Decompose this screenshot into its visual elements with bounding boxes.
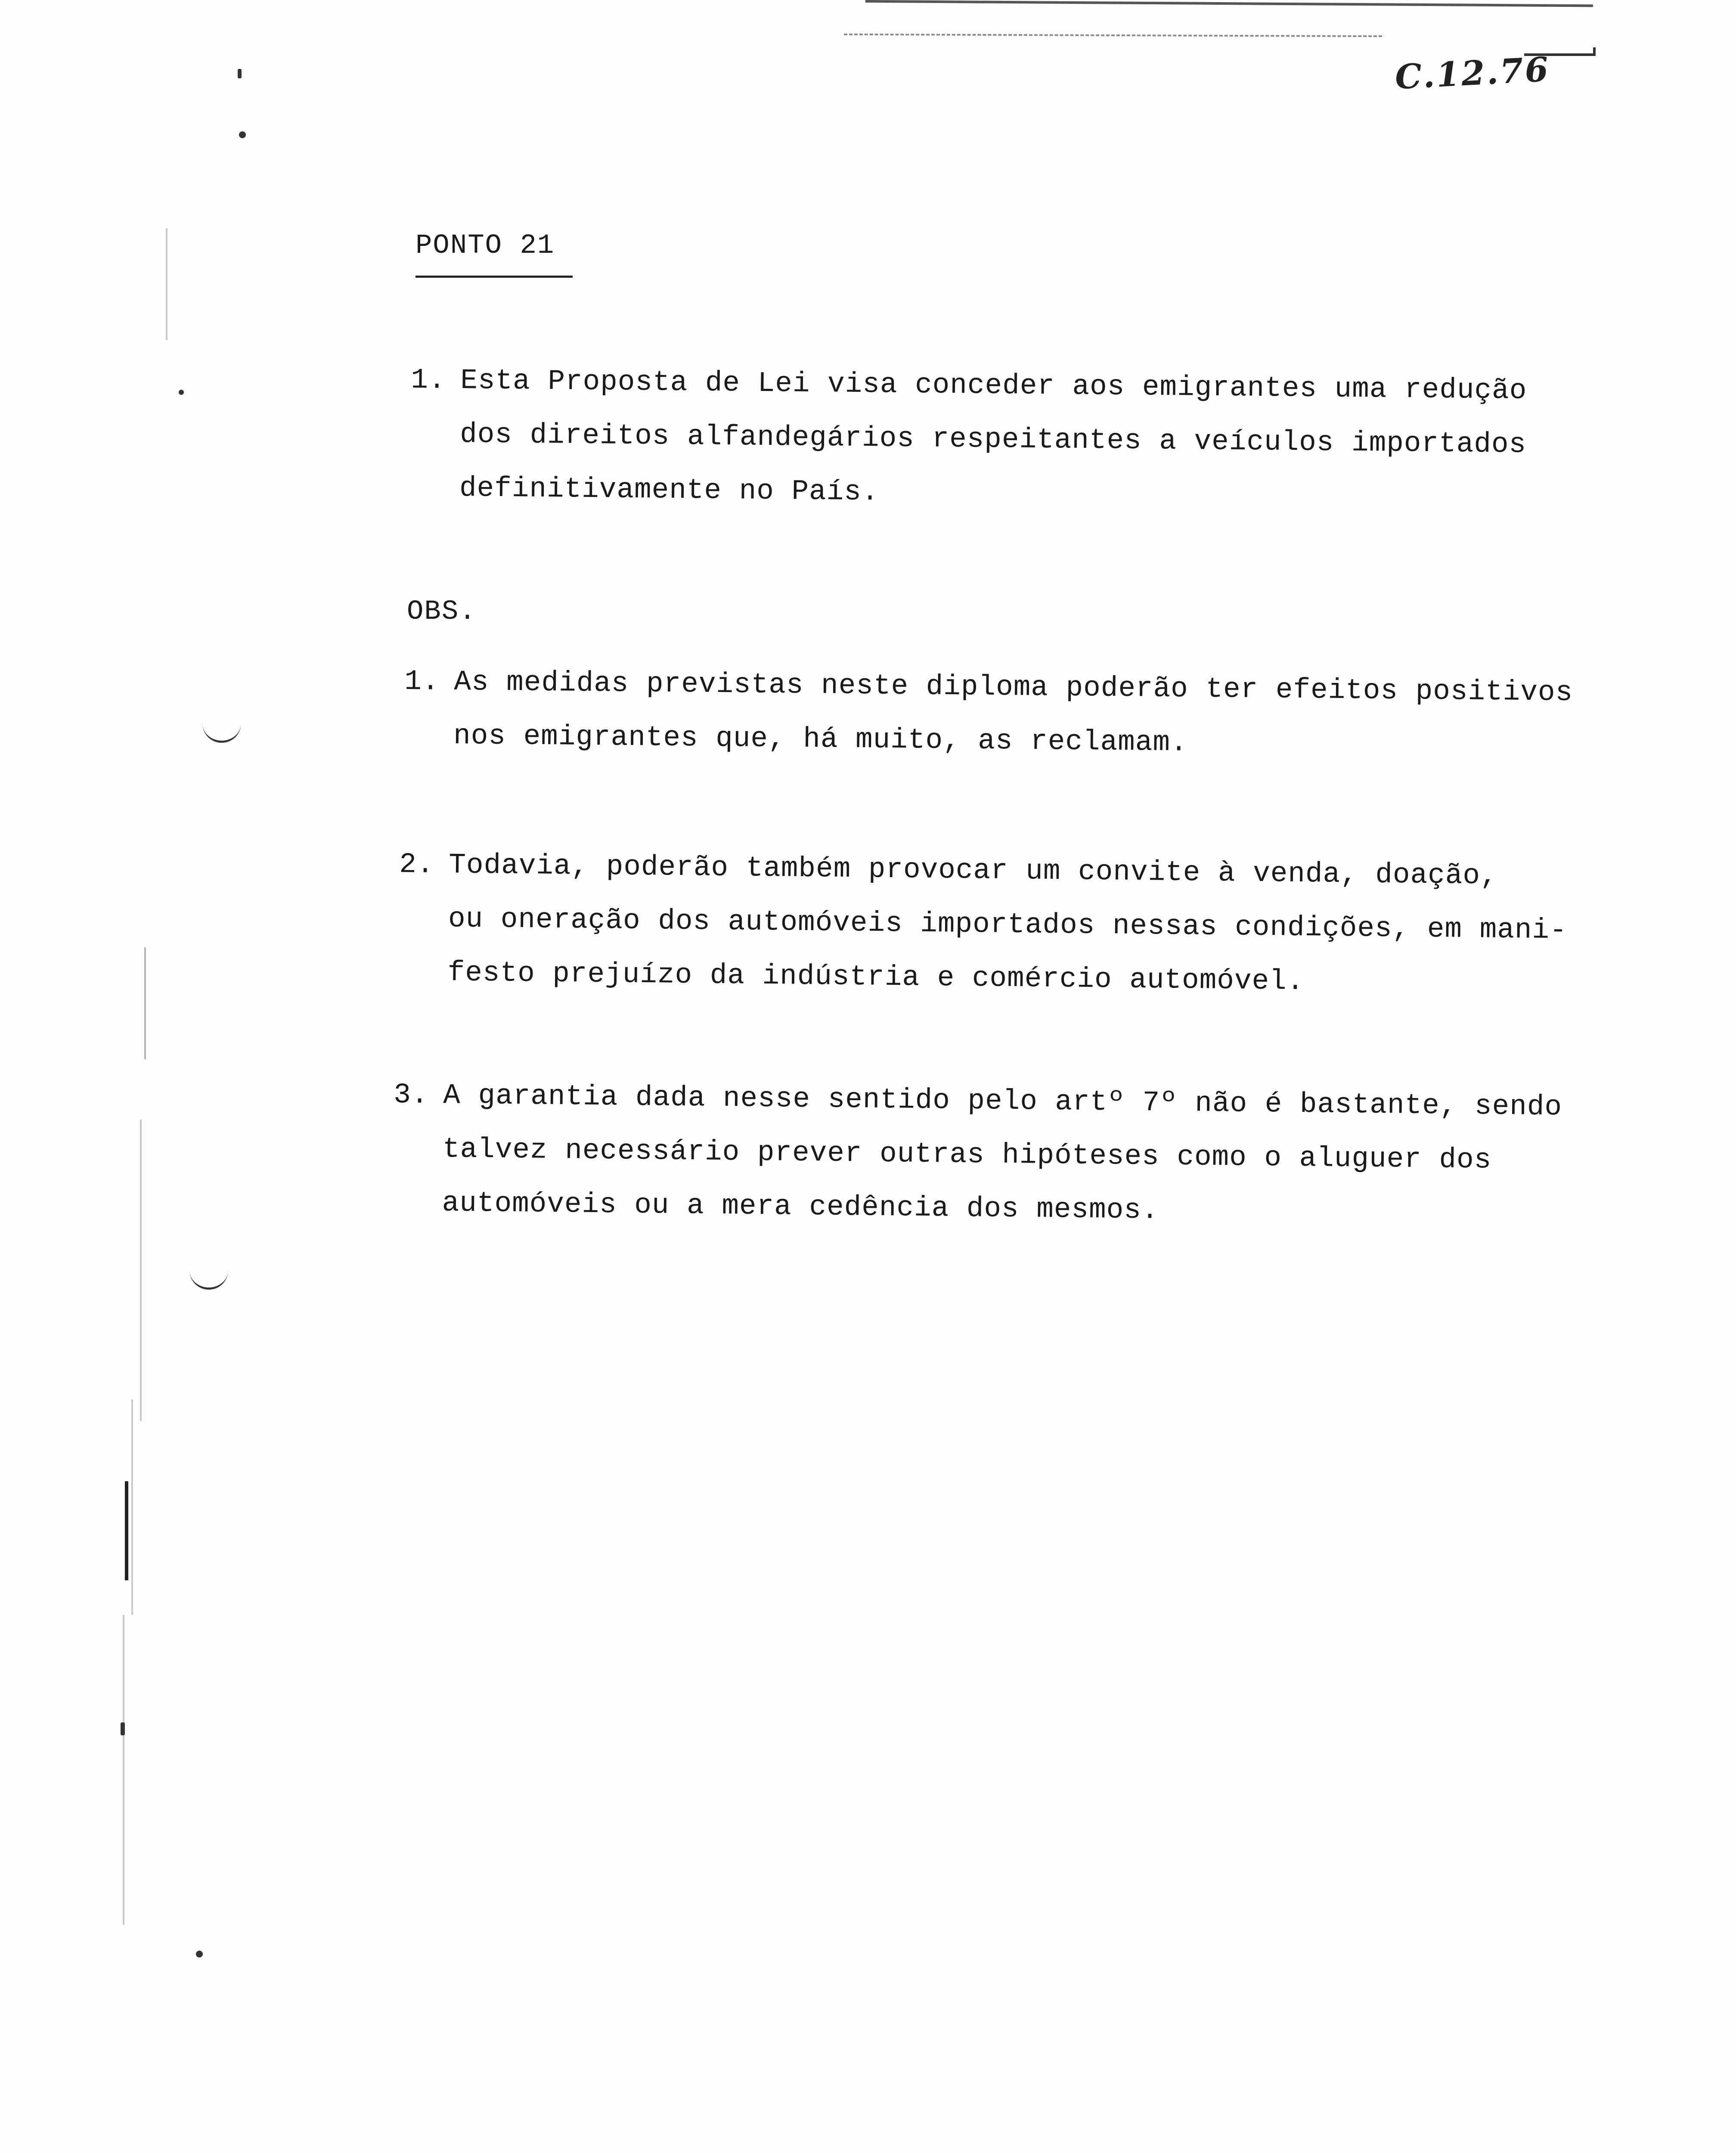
item-number: 1. (411, 363, 446, 397)
item-text-line: definitivamente no País. (459, 472, 879, 509)
margin-mark (121, 1722, 125, 1735)
obs-item-1 (404, 655, 1573, 773)
item-1 (409, 353, 1527, 525)
item-text-line: nos emigrantes que, há muito, as reclamam. (453, 720, 1188, 759)
scan-dashed-line (844, 34, 1382, 39)
item-number: 3. (393, 1078, 429, 1111)
margin-line (140, 1120, 142, 1421)
margin-dot (196, 1951, 203, 1958)
item-text-line: talvez necessário prever outras hipóteses como o aluguer dos (442, 1133, 1492, 1176)
item-text-line: ou oneração dos automóveis importados nessas condições, em mani- (448, 903, 1568, 947)
margin-line (123, 1615, 124, 1925)
item-text-line: Esta Proposta de Lei visa conceder aos emigrantes uma redução (460, 364, 1527, 407)
scan-edge-line (865, 0, 1593, 7)
obs-label: OBS. (407, 596, 477, 627)
item-text-line: Todavia, poderão também provocar um convite à venda, doação, (448, 849, 1498, 892)
margin-line (125, 1481, 128, 1580)
item-number: 2. (399, 848, 434, 881)
margin-dot (239, 131, 246, 138)
heading-underline (415, 276, 573, 278)
item-number: 1. (404, 665, 440, 698)
margin-line (131, 1399, 133, 1615)
margin-dot (179, 390, 184, 395)
margin-mark (238, 69, 242, 78)
punch-hole-arc (202, 723, 241, 743)
obs-item-3 (392, 1068, 1562, 1241)
item-text-line: automóveis ou a mera cedência dos mesmos. (442, 1187, 1159, 1227)
item-text-line: dos direitos alfandegários respeitantes a veículos importados (459, 418, 1527, 461)
margin-artifacts (0, 0, 301, 2153)
punch-hole-arc (189, 1270, 228, 1290)
page-heading: PONTO 21 (415, 230, 555, 261)
item-text-line: festo prejuízo da indústria e comércio automóvel. (447, 956, 1305, 998)
handwritten-reference: C.12.76 (1394, 50, 1551, 97)
margin-line (144, 947, 146, 1059)
item-text-line: As medidas previstas neste diploma poderão ter efeitos positivos (454, 666, 1573, 709)
margin-line (166, 228, 167, 340)
obs-item-2 (398, 838, 1568, 1011)
item-text-line: A garantia dada nesse sentido pelo artº 7º não é bastante, sendo (443, 1079, 1562, 1123)
